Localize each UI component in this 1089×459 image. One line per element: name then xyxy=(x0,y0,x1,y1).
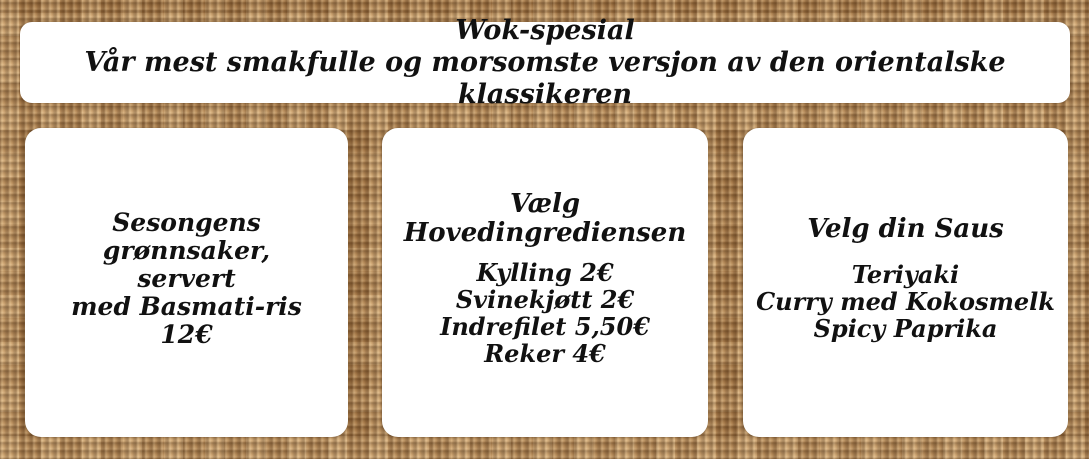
menu-subtitle: Vår mest smakfulle og morsomste versjon av den orientalske klassikeren xyxy=(84,46,1006,110)
ingredient-heading-line-1: Vælg xyxy=(509,189,581,219)
sauce-item-curry: Curry med Kokosmelk xyxy=(756,287,1055,316)
card-main-ingredient xyxy=(382,128,708,437)
ingredient-item-chicken: Kylling 2€ xyxy=(476,258,614,287)
base-dish-line-1: Sesongens grønnsaker, xyxy=(102,207,271,265)
base-dish-price: 12€ xyxy=(160,319,213,349)
ingredient-heading xyxy=(404,190,687,248)
ingredient-item-pork: Svinekjøtt 2€ xyxy=(455,285,635,314)
header-panel xyxy=(20,14,1070,110)
ingredient-heading-line-2: Hovedingrediensen xyxy=(403,218,687,248)
card-base-dish xyxy=(25,128,348,437)
menu-title: Wok-spesial xyxy=(455,14,635,46)
card-sauce xyxy=(743,128,1068,437)
sauce-item-paprika: Spicy Paprika xyxy=(813,314,998,343)
sauce-item-teriyaki: Teriyaki xyxy=(851,260,960,289)
sauce-heading: Velg din Saus xyxy=(807,214,1004,244)
base-dish-line-2: servert xyxy=(137,263,236,293)
ingredient-item-shrimp: Reker 4€ xyxy=(484,339,606,368)
ingredient-item-fillet: Indrefilet 5,50€ xyxy=(440,312,650,341)
base-dish-line-3: med Basmati-ris xyxy=(71,291,302,321)
sauce-heading-block xyxy=(807,215,1004,244)
